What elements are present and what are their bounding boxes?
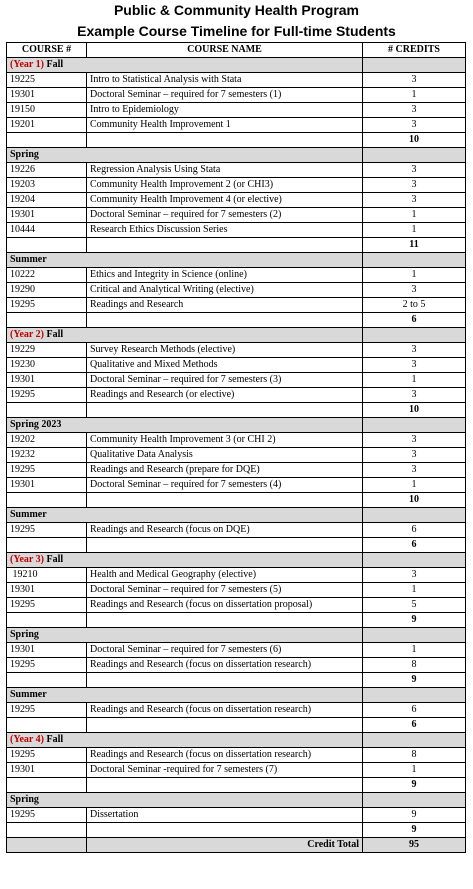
course-number: 19210 — [7, 568, 87, 583]
term-name: Spring — [10, 794, 39, 805]
course-credits: 3 — [363, 118, 466, 133]
course-name: Doctoral Seminar – required for 7 semesters (2) — [87, 208, 363, 223]
term-row — [7, 553, 466, 568]
course-credits: 1 — [363, 763, 466, 778]
course-name: Dissertation — [87, 808, 363, 823]
table-row — [7, 478, 466, 493]
term-total-row — [7, 718, 466, 733]
course-number: 19150 — [7, 103, 87, 118]
term-total-credits: 9 — [363, 778, 466, 793]
credit-total-row — [7, 838, 466, 853]
table-row — [7, 598, 466, 613]
course-name: Qualitative and Mixed Methods — [87, 358, 363, 373]
course-number: 19230 — [7, 358, 87, 373]
table-row — [7, 343, 466, 358]
table-row — [7, 808, 466, 823]
term-name: Fall — [43, 59, 64, 70]
term-label — [7, 253, 87, 268]
term-name: Summer — [10, 509, 47, 520]
year-label: (Year 2) — [10, 329, 44, 340]
term-name: Fall — [43, 734, 64, 745]
table-row — [7, 268, 466, 283]
course-number: 19202 — [7, 433, 87, 448]
table-row — [7, 118, 466, 133]
term-total-credits: 11 — [363, 238, 466, 253]
course-credits: 1 — [363, 88, 466, 103]
term-total-row — [7, 493, 466, 508]
term-total-row — [7, 613, 466, 628]
course-name: Community Health Improvement 4 (or elective) — [87, 193, 363, 208]
table-row — [7, 298, 466, 313]
term-label — [7, 58, 87, 73]
course-name: Doctoral Seminar – required for 7 semesters (1) — [87, 88, 363, 103]
course-number: 19301 — [7, 208, 87, 223]
table-row — [7, 163, 466, 178]
course-credits: 3 — [363, 283, 466, 298]
header-course-number: COURSE # — [7, 43, 87, 58]
term-total-row — [7, 133, 466, 148]
term-total-credits: 6 — [363, 718, 466, 733]
table-row — [7, 283, 466, 298]
table-row — [7, 763, 466, 778]
course-number: 19232 — [7, 448, 87, 463]
course-name: Regression Analysis Using Stata — [87, 163, 363, 178]
course-number: 19301 — [7, 763, 87, 778]
term-row — [7, 508, 466, 523]
course-credits: 9 — [363, 808, 466, 823]
table-row — [7, 463, 466, 478]
page-title: Public & Community Health Program — [113, 2, 360, 18]
table-row — [7, 373, 466, 388]
term-label — [7, 328, 87, 343]
term-total-row — [7, 403, 466, 418]
course-name: Ethics and Integrity in Science (online) — [87, 268, 363, 283]
course-credits: 3 — [363, 193, 466, 208]
term-name: Summer — [10, 254, 47, 265]
term-name: Spring — [10, 629, 39, 640]
term-total-row — [7, 538, 466, 553]
course-name: Qualitative Data Analysis — [87, 448, 363, 463]
table-row — [7, 658, 466, 673]
table-body — [7, 58, 466, 853]
term-row — [7, 58, 466, 73]
course-name: Readings and Research (focus on DQE) — [87, 523, 363, 538]
course-number: 19301 — [7, 373, 87, 388]
course-number: 19295 — [7, 598, 87, 613]
course-number: 19301 — [7, 583, 87, 598]
course-name: Community Health Improvement 3 (or CHI 2) — [87, 433, 363, 448]
table-row — [7, 193, 466, 208]
course-credits: 1 — [363, 208, 466, 223]
course-name: Research Ethics Discussion Series — [87, 223, 363, 238]
course-number: 19295 — [7, 523, 87, 538]
year-label: (Year 1) — [10, 59, 44, 70]
course-name: Survey Research Methods (elective) — [87, 343, 363, 358]
term-row — [7, 253, 466, 268]
course-number: 19295 — [7, 388, 87, 403]
course-credits: 1 — [363, 643, 466, 658]
term-total-credits: 9 — [363, 613, 466, 628]
course-credits: 3 — [363, 463, 466, 478]
course-number: 19290 — [7, 283, 87, 298]
course-credits: 3 — [363, 448, 466, 463]
table-row — [7, 433, 466, 448]
term-total-credits: 6 — [363, 313, 466, 328]
course-credits: 8 — [363, 748, 466, 763]
term-label — [7, 508, 87, 523]
term-label — [7, 148, 87, 163]
course-name: Doctoral Seminar -required for 7 semesters (7) — [87, 763, 363, 778]
term-total-credits: 10 — [363, 403, 466, 418]
term-name: Fall — [43, 554, 64, 565]
course-name: Community Health Improvement 2 (or CHI3) — [87, 178, 363, 193]
year-label: (Year 4) — [10, 734, 44, 745]
course-credits: 1 — [363, 478, 466, 493]
course-number: 19301 — [7, 478, 87, 493]
term-total-row — [7, 823, 466, 838]
course-credits: 3 — [363, 103, 466, 118]
table-row — [7, 703, 466, 718]
table-row — [7, 448, 466, 463]
term-label — [7, 628, 87, 643]
term-label — [7, 553, 87, 568]
table-row — [7, 103, 466, 118]
term-row — [7, 733, 466, 748]
table-row — [7, 568, 466, 583]
course-credits: 3 — [363, 388, 466, 403]
table-row — [7, 178, 466, 193]
credit-total-value: 95 — [363, 838, 466, 853]
table-row — [7, 643, 466, 658]
header-course-name: COURSE NAME — [87, 43, 363, 58]
course-number: 19295 — [7, 658, 87, 673]
course-name: Readings and Research (focus on dissertation proposal) — [87, 598, 363, 613]
term-name: Spring — [10, 149, 39, 160]
term-total-credits: 9 — [363, 823, 466, 838]
course-credits: 1 — [363, 583, 466, 598]
course-name: Readings and Research (or elective) — [87, 388, 363, 403]
table-row — [7, 748, 466, 763]
term-name: Fall — [43, 329, 64, 340]
course-name: Health and Medical Geography (elective) — [87, 568, 363, 583]
course-credits: 3 — [363, 568, 466, 583]
term-total-credits: 10 — [363, 133, 466, 148]
course-credits: 3 — [363, 433, 466, 448]
term-total-row — [7, 313, 466, 328]
course-name: Readings and Research — [87, 298, 363, 313]
course-name: Readings and Research (focus on dissertation research) — [87, 703, 363, 718]
course-number: 19225 — [7, 73, 87, 88]
course-number: 19295 — [7, 298, 87, 313]
term-label — [7, 688, 87, 703]
term-row — [7, 793, 466, 808]
course-name: Doctoral Seminar – required for 7 semesters (3) — [87, 373, 363, 388]
term-total-credits: 9 — [363, 673, 466, 688]
course-number: 19229 — [7, 343, 87, 358]
term-label — [7, 418, 87, 433]
course-name: Doctoral Seminar – required for 7 semesters (4) — [87, 478, 363, 493]
course-number: 19301 — [7, 643, 87, 658]
term-row — [7, 688, 466, 703]
course-number: 19301 — [7, 88, 87, 103]
course-number: 19226 — [7, 163, 87, 178]
term-total-row — [7, 778, 466, 793]
term-label — [7, 733, 87, 748]
course-credits: 3 — [363, 73, 466, 88]
course-credits: 3 — [363, 343, 466, 358]
course-name: Community Health Improvement 1 — [87, 118, 363, 133]
course-name: Readings and Research (focus on dissertation research) — [87, 658, 363, 673]
course-number: 10222 — [7, 268, 87, 283]
course-number: 19295 — [7, 808, 87, 823]
course-credits: 5 — [363, 598, 466, 613]
course-name: Intro to Epidemiology — [87, 103, 363, 118]
term-total-row — [7, 673, 466, 688]
credit-total-label: Credit Total — [87, 838, 363, 853]
course-number: 19201 — [7, 118, 87, 133]
table-row — [7, 388, 466, 403]
table-row — [7, 88, 466, 103]
course-credits: 6 — [363, 703, 466, 718]
course-number: 10444 — [7, 223, 87, 238]
term-row — [7, 628, 466, 643]
course-credits: 3 — [363, 163, 466, 178]
course-number: 19204 — [7, 193, 87, 208]
term-total-credits: 10 — [363, 493, 466, 508]
course-credits: 3 — [363, 178, 466, 193]
term-row — [7, 418, 466, 433]
course-name: Readings and Research (focus on dissertation research) — [87, 748, 363, 763]
table-row — [7, 523, 466, 538]
table-row — [7, 358, 466, 373]
term-name: Summer — [10, 689, 47, 700]
course-credits: 3 — [363, 358, 466, 373]
course-credits: 1 — [363, 223, 466, 238]
table-row — [7, 223, 466, 238]
header-row — [7, 43, 466, 58]
course-number: 19295 — [7, 703, 87, 718]
course-timeline-table — [6, 42, 466, 853]
table-row — [7, 208, 466, 223]
table-row — [7, 583, 466, 598]
term-total-row — [7, 238, 466, 253]
course-name: Doctoral Seminar – required for 7 semesters (6) — [87, 643, 363, 658]
year-label: (Year 3) — [10, 554, 44, 565]
course-name: Critical and Analytical Writing (elective) — [87, 283, 363, 298]
course-name: Intro to Statistical Analysis with Stata — [87, 73, 363, 88]
page-subtitle: Example Course Timeline for Full-time Students — [77, 23, 396, 39]
course-number: 19295 — [7, 748, 87, 763]
course-name: Readings and Research (prepare for DQE) — [87, 463, 363, 478]
course-name: Doctoral Seminar – required for 7 semesters (5) — [87, 583, 363, 598]
header-credits: # CREDITS — [363, 43, 466, 58]
table-row — [7, 73, 466, 88]
course-number: 19295 — [7, 463, 87, 478]
course-credits: 8 — [363, 658, 466, 673]
course-credits: 1 — [363, 268, 466, 283]
term-label — [7, 793, 87, 808]
term-row — [7, 328, 466, 343]
course-number: 19203 — [7, 178, 87, 193]
course-credits: 1 — [363, 373, 466, 388]
term-row — [7, 148, 466, 163]
term-total-credits: 6 — [363, 538, 466, 553]
course-credits: 6 — [363, 523, 466, 538]
term-name: Spring 2023 — [10, 419, 62, 430]
course-credits: 2 to 5 — [363, 298, 466, 313]
